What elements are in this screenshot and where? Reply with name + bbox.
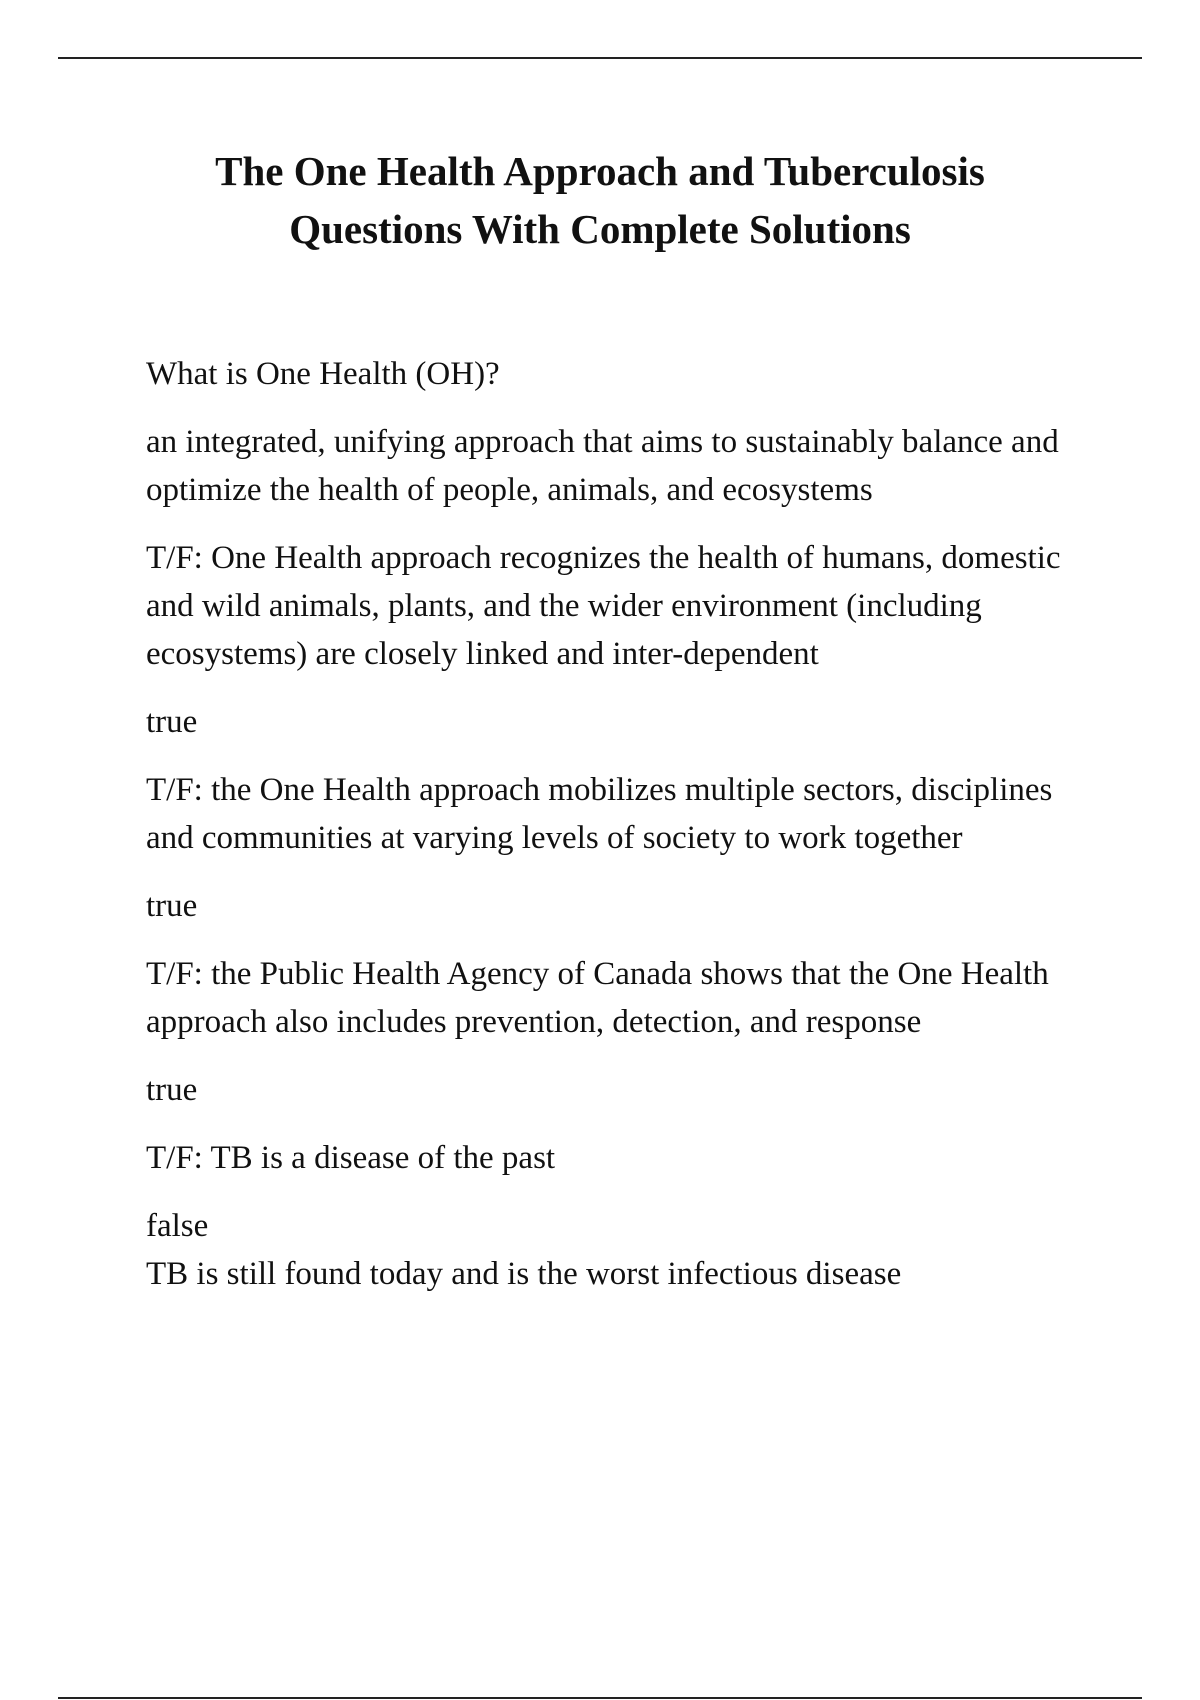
- question-1: What is One Health (OH)?: [146, 356, 500, 392]
- answer-5: false: [146, 1208, 209, 1244]
- qa-list: [146, 350, 1106, 1318]
- answer-2: true: [146, 704, 198, 740]
- title-line-2: Questions With Complete Solutions: [289, 206, 911, 252]
- title-line-1: The One Health Approach and Tuberculosis: [215, 148, 985, 194]
- answer-1: an integrated, unifying approach that aims to sustainably balance and optimize the health of people, animals, and ecosystems: [146, 424, 1059, 508]
- question-3: T/F: the One Health approach mobilizes multiple sectors, disciplines and communities at varying levels of society to work together: [146, 772, 1053, 856]
- document-title: [100, 142, 1100, 258]
- question-2: T/F: One Health approach recognizes the health of humans, domestic and wild animals, plants, and the wider environment (including ecosystems) are closely linked and inter-dependent: [146, 540, 1061, 672]
- question-5: T/F: TB is a disease of the past: [146, 1140, 556, 1176]
- answer-4: true: [146, 1072, 198, 1108]
- top-rule: [58, 57, 1142, 59]
- answer-5-explanation: TB is still found today and is the worst infectious disease: [146, 1256, 902, 1292]
- bottom-rule: [58, 1697, 1142, 1699]
- question-4: T/F: the Public Health Agency of Canada shows that the One Health approach also includes prevention, detection, and response: [146, 956, 1049, 1040]
- answer-3: true: [146, 888, 198, 924]
